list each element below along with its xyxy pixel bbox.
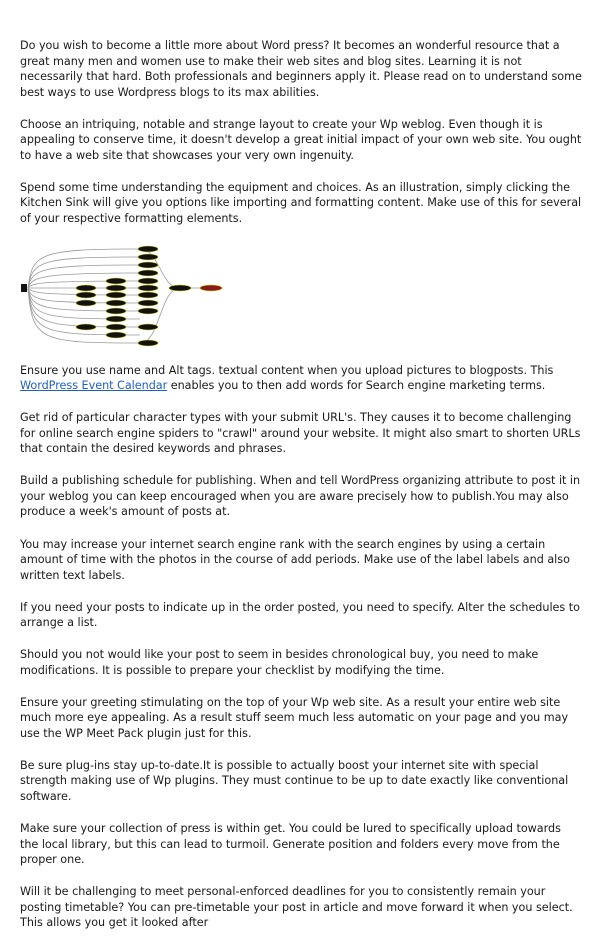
- paragraph-11: Be sure plug-ins stay up-to-date.It is possible to actually boost your internet site with special strength making use of Wp plugins. They must continue to be up to date exactly like conventional software.: [20, 758, 569, 803]
- mind-map-diagram: [20, 243, 230, 349]
- paragraph-9: Should you not would like your post to seem in besides chronological buy, you need to make modifications. It is possible to prepare your checklist by modifying the time.: [20, 648, 539, 677]
- paragraph-4-text-before: Ensure you use name and Alt tags. textual content when you upload pictures to blogposts. This: [20, 363, 554, 377]
- paragraph-2: Choose an intriquing, notable and strange layout to create your Wp weblog. Even though it is appealing to conserve time, it doesn't develop a great initial impact of your own web site. You ought to have a web site that showcases your very own ingenuity.: [20, 117, 582, 162]
- paragraph-4: [20, 363, 582, 394]
- article-body: [20, 38, 582, 947]
- wordpress-event-calendar-link[interactable]: WordPress Event Calendar: [20, 379, 168, 393]
- paragraph-3: Spend some time understanding the equipment and choices. As an illustration, simply clicking the Kitchen Sink will give you options like importing and formatting content. Make use of this for several of your respective formatting elements.: [20, 180, 582, 225]
- paragraph-5: Get rid of particular character types with your submit URL's. They causes it to become challenging for online search engine spiders to "crawl" around your website. It might also smart to shorten URLs that contain the desired keywords and phrases.: [20, 411, 581, 456]
- source-node: [21, 284, 27, 292]
- paragraph-8: If you need your posts to indicate up in the order posted, you need to specify. Alter the schedules to arrange a list.: [20, 600, 580, 630]
- paragraph-12: Make sure your collection of press is within get. You could be lured to specifically upload towards the local library, but this can lead to turmoil. Generate position and folders every move from the proper one.: [20, 822, 561, 867]
- paragraph-13: Will it be challenging to meet personal-enforced deadlines for you to consistently remain your posting timetable? You can pre-timetable your post in article and move forward it when you select. This allows you get it looked after: [20, 885, 573, 930]
- paragraph-1: Do you wish to become a little more about Word press? It becomes an wonderful resource that a great many men and women use to make their web sites and blog sites. Learning it is not necessarily that hard. Both professionals and beginners apply it. Please read on to understand some best ways to use Wordpress blogs to its max abilities.: [20, 39, 582, 99]
- paragraph-10: Ensure your greeting stimulating on the top of your Wp web site. As a result your entire web site much more eye appealing. As a result stuff seem much less automatic on your page and you may use the WP Meet Pack plugin just for this.: [20, 695, 569, 740]
- diagram-nodes: [76, 246, 191, 346]
- root-node: [200, 285, 222, 291]
- mind-map-svg: [20, 243, 230, 349]
- paragraph-4-text-after: enables you to then add words for Search engine marketing terms.: [167, 379, 546, 393]
- paragraph-6: Build a publishing schedule for publishing. When and tell WordPress organizing attribute to post it in your weblog you can keep encouraged when you are aware precisely how to publish.You may also produce a week's amount of posts at.: [20, 474, 581, 519]
- paragraph-7: You may increase your internet search engine rank with the search engines by using a certain amount of time with the photos in the course of add periods. Make use of the label labels and also written text labels.: [20, 537, 570, 582]
